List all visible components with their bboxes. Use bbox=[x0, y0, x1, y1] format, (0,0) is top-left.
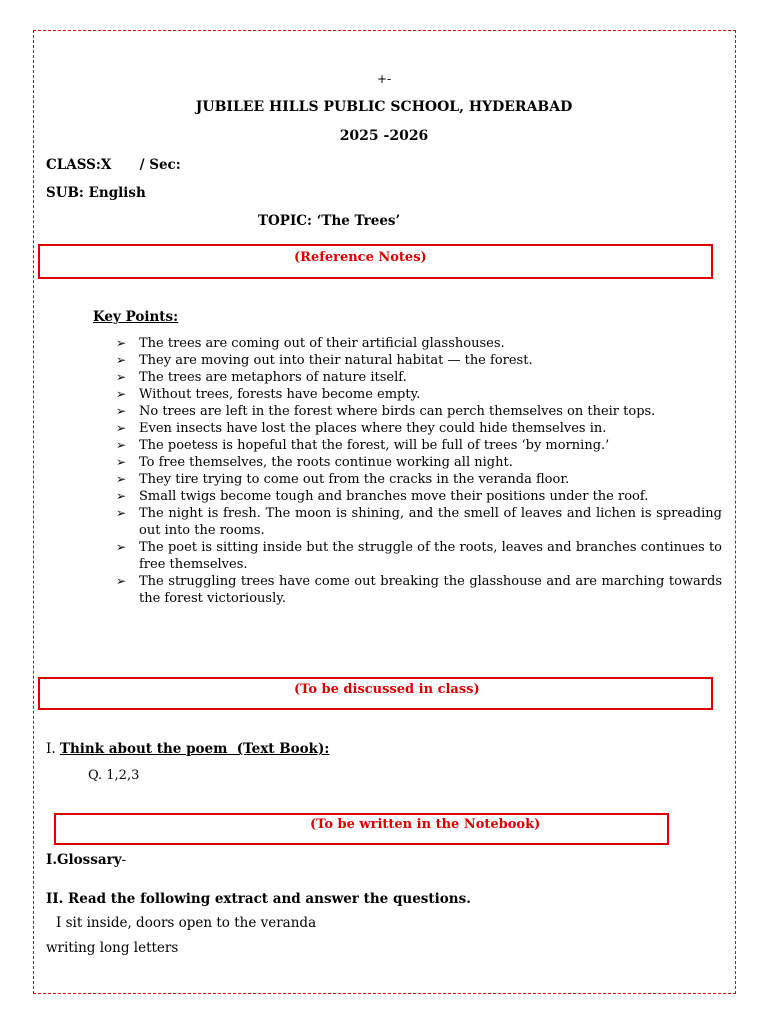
reference-notes-label: (Reference Notes) bbox=[294, 250, 427, 265]
list-item: ➢ They are moving out into their natural habitat — the forest. bbox=[116, 353, 533, 368]
list-item: ➢ The poet is sitting inside but the struggle of the roots, leaves and branches continues to free themselves. bbox=[116, 540, 722, 572]
arrow-bullet-icon: ➢ bbox=[116, 353, 127, 367]
think-prefix: I. bbox=[46, 741, 60, 757]
list-item: ➢ The trees are metaphors of nature itself. bbox=[116, 370, 407, 385]
academic-year: 2025 -2026 bbox=[339, 128, 429, 144]
think-heading: Think about the poem (Text Book): bbox=[59, 741, 330, 757]
glossary-line bbox=[46, 852, 126, 868]
class-line: CLASS:X / Sec: bbox=[46, 157, 181, 173]
topic-line: TOPIC: ‘The Trees’ bbox=[258, 213, 401, 229]
header-mark: +- bbox=[376, 72, 392, 86]
list-item: ➢ The night is fresh. The moon is shining, and the smell of leaves and lichen is spreading out into the rooms. bbox=[116, 506, 722, 538]
school-name: JUBILEE HILLS PUBLIC SCHOOL, HYDERABAD bbox=[195, 99, 573, 115]
list-item: ➢ To free themselves, the roots continue working all night. bbox=[116, 455, 513, 470]
arrow-bullet-icon: ➢ bbox=[116, 489, 127, 503]
list-item: ➢ The trees are coming out of their artificial glasshouses. bbox=[116, 336, 505, 351]
extract-line-2: writing long letters bbox=[46, 940, 179, 956]
extract-heading: II. Read the following extract and answer the questions. bbox=[46, 891, 471, 907]
arrow-bullet-icon: ➢ bbox=[116, 574, 127, 588]
key-points-heading: Key Points: bbox=[93, 309, 179, 325]
arrow-bullet-icon: ➢ bbox=[116, 472, 127, 486]
arrow-bullet-icon: ➢ bbox=[116, 336, 127, 350]
list-item: ➢ Even insects have lost the places where they could hide themselves in. bbox=[116, 421, 607, 436]
subject-line: SUB: English bbox=[46, 185, 146, 201]
arrow-bullet-icon: ➢ bbox=[116, 455, 127, 469]
arrow-bullet-icon: ➢ bbox=[116, 387, 127, 401]
extract-line-1: I sit inside, doors open to the veranda bbox=[56, 915, 317, 931]
arrow-bullet-icon: ➢ bbox=[116, 421, 127, 435]
key-points-list bbox=[116, 335, 722, 607]
list-item: ➢ The struggling trees have come out breaking the glasshouse and are marching towards the forest victoriously. bbox=[116, 574, 722, 606]
list-item: ➢ They tire trying to come out from the cracks in the veranda floor. bbox=[116, 472, 570, 487]
glossary-label: I.Glossary bbox=[46, 852, 122, 868]
glossary-suffix: - bbox=[121, 852, 127, 868]
discussed-in-class-label: (To be discussed in class) bbox=[294, 682, 480, 697]
list-item: ➢ Small twigs become tough and branches move their positions under the roof. bbox=[116, 489, 649, 504]
list-item: ➢ Without trees, forests have become empty. bbox=[116, 387, 421, 402]
arrow-bullet-icon: ➢ bbox=[116, 540, 127, 554]
arrow-bullet-icon: ➢ bbox=[116, 438, 127, 452]
notebook-label: (To be written in the Notebook) bbox=[310, 817, 541, 832]
think-questions: Q. 1,2,3 bbox=[88, 768, 140, 783]
list-item: ➢ No trees are left in the forest where birds can perch themselves on their tops. bbox=[116, 404, 656, 419]
arrow-bullet-icon: ➢ bbox=[116, 506, 127, 520]
think-section-heading bbox=[46, 741, 329, 757]
list-item: ➢ The poetess is hopeful that the forest, will be full of trees ‘by morning.’ bbox=[116, 438, 610, 453]
arrow-bullet-icon: ➢ bbox=[116, 404, 127, 418]
arrow-bullet-icon: ➢ bbox=[116, 370, 127, 384]
